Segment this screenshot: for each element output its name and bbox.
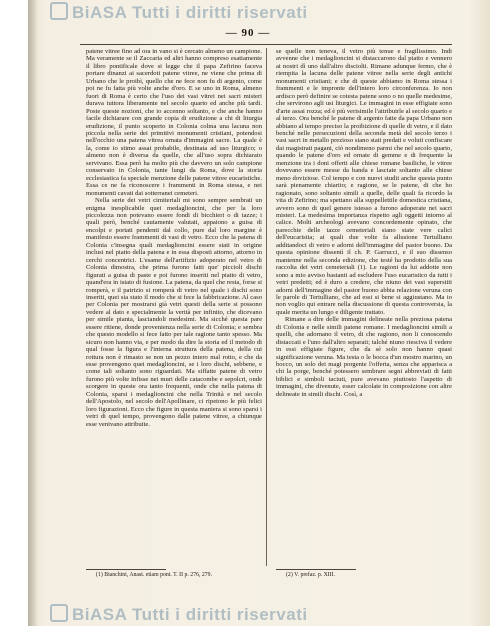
paragraph: Rimane a dire delle immagini delineate nella preziosa patena di Colonia e nelle simili patene romane. I medaglioncini simili a quelli, che adornano il vetro, di che ragiono, non li conoscendo distaccati e l'uno dall'altro separati; talché niuno riesciva il vedere in essi effigiate figure, che da sè solo non hanno quasi significazione veruna. Ma testa o le bocca d'un mostro marino, un bocco, un solo dei magi porgente l'offerta, senza che apparisca a chi la porge, benché potessero sembrare segni abbreviati di fatti biblici e simboli taciuti, pure avevano piuttosto l'aspetto di immagini, che divenute, esser calcolate in composizione con altre delineate in simili dischi. Così, a xyxy=(276,316,452,398)
footnote-left: (1) Bianchini, Anast. etiam pont. T. II p. 276, 279. xyxy=(96,572,213,578)
watermark-top-text: BiASA Tutti i diritti riservati xyxy=(72,3,308,22)
watermark-bottom xyxy=(50,604,450,625)
paragraph: se quelle non teneva, il vetro più tenue e fragilissimo. Indi avvenne che i medaglioncini si distaccarono dal piatto e vennero ai nostri dì uno dall'altro disciolti. Rimane adunque fermo, che è riempita la lacuna delle patene vitree nella serie degli antichi monumenti cristiani; e che di queste abbiamo in Roma stessa i frammenti e le impronte dell'intero loro circonferenza. Io non ardisco però definire se cotesta patene sono o no quelle medesime, che servirono agli usi liturgici. Le immagini in esse effigiate sono d'arte assai rozza; ed è più verisimile l'attribuirle al secolo quarto e al terzo. Ora benché le patene di argento fatte da papa Urbano non abbiano al tempo preciso la proibizione di quelle di vetro, e il dato benché nelle persecuzioni della seconda metà del secolo terzo i vasi sacri in metallo prezioso siano stati predati e voluti confiscare dai magistrati pagani, ciò nondimeno parmi che nel secolo quarto, quando le patene d'oro ed ornate di gemme e di frequente la menzione tra i doni offerti alle chiese romane basiliche, le vitree dovevano essere messe da banda e lasciate soltanto alle chiese meno doviziose. Col tempo e con nuovi studii anche questa punto sarà pienamente chiarito; e ragione, se le patene, di che ho ragionato, sono soltanto simili a quelle, delle quali fa ricordo la vita di Zefirino; ma spettano alla suppellettile domestica cristiana, avvero sono di quel genere istesso a furono adoperate nei sacri misteri. La medesima importanza rispetto agli oggetti intorno al calice. Molti archeologi avevano concordemente opinato, che parecchie delle tazze cemeteriali siano state vere calici dell'eucaristia; ai quali due volte fa allusione Tertulliano additandoci di vetro e adorni dell'immagine del pastor buono. Da questa opinione dissentì il ch. P. Garrucci, e il suo dissenso mantenne nella seconda edizione, che testé ha prodotto della sua raccolta dei vetri cemeteriali (1). Le ragioni da lui addotte non sono a mio avviso bastanti ad escludere l'uso eucaristico da tutti i vetri predetti; ed è duro a credere, che niuno dei vasi superstiti adorni dell'immagine del pastor buono abbia relazione veruna con le parole di Tertulliano, che ad essi si bene si aggiustano. Ma io non voglio qui entrare nella discussione di questa controversia, la quale merita un lungo e diligente trattato. xyxy=(276,48,452,316)
page-number: — 90 — xyxy=(225,27,271,39)
text-column-left xyxy=(86,48,262,568)
footnote-right: (2) V. prefaz. p. XIII. xyxy=(286,572,336,578)
paragraph: Nella serie dei vetri cimiteriali mi sono sempre sembrati un enigma inesplicabile quei medaglioncini, che per la loro piccolezza non potevano essere fondi di bicchieri o di tazze; i quali però, benché cautamente valutati, appaiono a guisa di encolpi e portati pendenti dal collo, pure dal loro margine è manifesto essere frammenti di vasi di vetro. Ecco che la patena di Colonia c'insegna quali medaglioncini essere stati in origine inclusi nel piatto della patena e in essa disposti attorno, attorno in cerchi concentrici. L'esame dell'artifizio adoperato nel vetro di Colonia dimostra, che prima furono fatti que' piccioli dischi figurati a guisa di paste e poi furono inseriti nel piatto di vetro, quand'era in istato di fusione. La patena, da quel che resta, forse si romperà, e il patrizio si romperà di vetro nel quale i dischi sono inseriti, quei sia stato il modo che si fece la fabbricazione. Al caso per Colonia per mostrarsi già vetri questi della serie si possono vedere al dato e specialmente la verità per infinito, che dicevano per simile pianta, lasciandoli medesimi. Ma sicché questa pare essere ritiene, donde provenienza nella serie di Colonia; e sembra che questo modello si fece fatto per tale ragione tanto spesso. Ma sicuro non hanno via, e per modo da dire la storia ed il metodo di qual fosse la figura e l'interna struttura della patena, della cui rottura non è rimasto se non un pezzo intero mal rotto, e che da esse provengono quei medaglioncini, se i loro dischi, sebbene, e come tali soltanto sono riguardati. Ma siffatte patene di vetro furono più volte infisse nei muri delle catacombe e sepolcri, onde scorgere in queste ora tanto frequenti, onde che nella patena di Colonia, sparsi i medaglioncini che nella Trinità e nel secolo dell'Apostolo, nel secolo dell'Apollinare, ci ripetono le più felici loro figurazioni. Ecco che figure in questa maniera si sono sparsi i vetri di quel tempo, provengono dalle patene vitree, a chiunque esse venivano attribuite. xyxy=(86,197,262,428)
watermark-bottom-text: BiASA Tutti i diritti riservati xyxy=(72,605,308,624)
footnote-rule-right xyxy=(276,569,356,570)
biasa-logo-icon xyxy=(50,2,68,20)
watermark-top xyxy=(50,2,450,23)
header-rule xyxy=(80,44,452,45)
column-divider xyxy=(266,48,267,566)
text-column-right xyxy=(276,48,452,568)
biasa-logo-icon xyxy=(50,604,68,622)
paragraph: patene vitree fino ad ora in vano si è cercato almeno un campione. Ma veramente se il Zaccaria ed altri hanno compreso esattamente il libro pontificale dove si legge che il papa Zefirino faceva portare dinanzi ai sacerdoti patene vitree, ne viene che prima di Urbano che le proibì, quello che ne fece non fu di argento, come poi ne fu fatta più volte anche d'oro. E se uno in Roma, almeno fuori di Roma è certo che l'uso dei vasi vitrei nei sacri misteri durava tuttora liberamente nel secolo quarto ed anche più tardi. Poste queste nozioni, che io accenno soltanto, e che anche hanno facile dichiarare con grande copia di erudizione a chi di liturgia erudizione, il punto scoperto in Colonia colma una lacuna non piccola nella serie dei primitivi monumenti cristiani, potendosi nell'occhio una patena vitrea ornata d'immagini sacre. La quale è la, come io stimo assai probabile, destinata ad uso liturgico; o almeno non è diversa da quelle, che all'uso sopra dichiarato servivano. Essa però ha molto più che davvero un solo campione conservato in Colonia, tante lungi da Roma, dove la storia ecclesiastica fa speciale menzione delle patene vitree eucaristiche. Essa ce ne fa riconoscere i frammenti in Roma stessa, e nei monumenti cavati dai sotterranei cemeteri. xyxy=(86,48,262,197)
footnote-rule-left xyxy=(86,569,166,570)
binding-shadow xyxy=(28,0,38,626)
